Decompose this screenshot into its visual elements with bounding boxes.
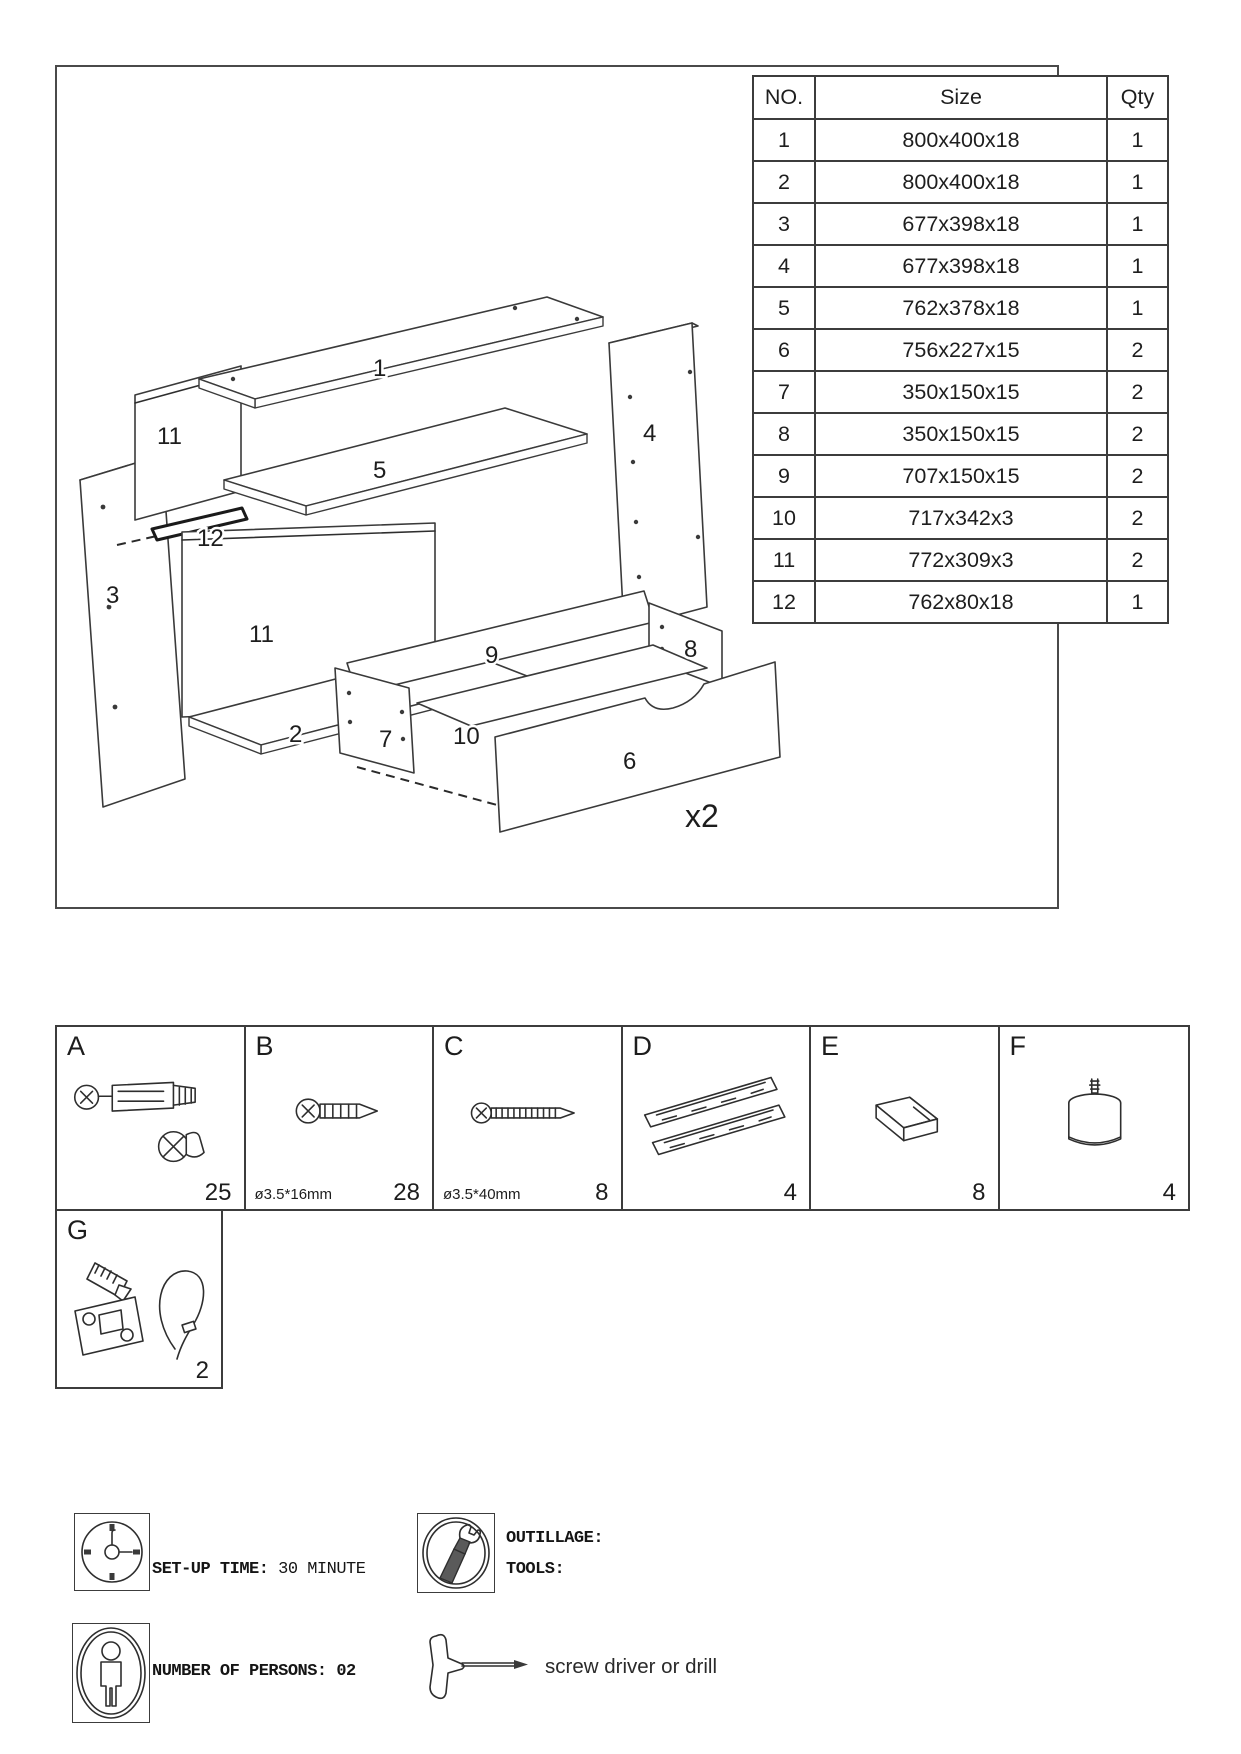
cell-no: 8 — [753, 413, 815, 455]
table-row — [753, 161, 1168, 203]
hardware-cell-g — [55, 1209, 223, 1389]
cell-size: 717x342x3 — [815, 497, 1107, 539]
cell-no: 2 — [753, 161, 815, 203]
part-label-1: 1 — [373, 355, 387, 382]
part-label-11-upper: 11 — [157, 423, 182, 450]
cell-size: 350x150x15 — [815, 413, 1107, 455]
screw-long-icon — [434, 1049, 621, 1179]
cell-size: 762x80x18 — [815, 581, 1107, 623]
corner-wedge-icon — [811, 1049, 998, 1179]
hardware-spec: ø3.5*16mm — [254, 1186, 333, 1203]
cell-qty: 2 — [1107, 371, 1168, 413]
tools-label-fr: OUTILLAGE: — [506, 1529, 604, 1548]
setup-time-text — [152, 1560, 365, 1579]
part-label-5: 5 — [373, 457, 387, 484]
shelf-panel-drawing — [224, 408, 587, 515]
table-row — [753, 203, 1168, 245]
hardware-cell-f — [1000, 1027, 1189, 1209]
table-row — [753, 245, 1168, 287]
hardware-letter: F — [1009, 1031, 1026, 1061]
person-icon — [73, 1624, 149, 1722]
cell-size: 350x150x15 — [815, 371, 1107, 413]
table-row — [753, 329, 1168, 371]
table-header-row — [753, 76, 1168, 119]
hardware-qty: 25 — [204, 1179, 232, 1206]
wall-anchor-kit-icon — [57, 1241, 221, 1366]
persons-label: NUMBER OF PERSONS: — [152, 1662, 327, 1681]
part-label-12: 12 — [197, 525, 224, 552]
right-side-panel-drawing — [609, 323, 707, 629]
cell-size: 677x398x18 — [815, 203, 1107, 245]
hardware-spec: ø3.5*40mm — [443, 1186, 521, 1203]
cell-qty: 2 — [1107, 539, 1168, 581]
cell-no: 7 — [753, 371, 815, 413]
top-panel-drawing — [199, 297, 603, 408]
table-row — [753, 455, 1168, 497]
setup-time-label: SET-UP TIME: — [152, 1560, 269, 1579]
hardware-grid — [55, 1025, 1190, 1211]
cell-no: 9 — [753, 455, 815, 497]
cell-size: 772x309x3 — [815, 539, 1107, 581]
hardware-cell-a — [57, 1027, 246, 1209]
table-row — [753, 539, 1168, 581]
screwdriver-handle-icon — [418, 1628, 538, 1706]
cell-qty: 2 — [1107, 329, 1168, 371]
cell-size: 800x400x18 — [815, 161, 1107, 203]
cam-bolt-and-cam-lock-icon — [57, 1049, 244, 1179]
hardware-qty: 2 — [195, 1357, 209, 1384]
parts-list-table — [752, 75, 1169, 624]
tools-box — [417, 1513, 495, 1593]
hardware-letter: G — [67, 1215, 89, 1245]
cell-size: 677x398x18 — [815, 245, 1107, 287]
hardware-cell-b — [246, 1027, 435, 1209]
table-row — [753, 581, 1168, 623]
hardware-qty: 28 — [393, 1179, 420, 1206]
drawer-slides-icon — [623, 1049, 810, 1179]
cell-no: 3 — [753, 203, 815, 245]
header-qty: Qty — [1107, 76, 1168, 119]
part-label-3: 3 — [106, 582, 120, 609]
tools-label-en: TOOLS: — [506, 1560, 565, 1579]
part-label-2: 2 — [289, 721, 303, 748]
header-no: NO. — [753, 76, 815, 119]
persons-text — [152, 1662, 356, 1681]
hardware-letter: D — [632, 1031, 652, 1061]
table-row — [753, 287, 1168, 329]
hardware-qty: 8 — [595, 1179, 609, 1206]
table-row — [753, 119, 1168, 161]
header-size: Size — [815, 76, 1107, 119]
part-label-7: 7 — [379, 726, 393, 753]
part-label-11-lower: 11 — [249, 621, 274, 648]
part-label-6: 6 — [623, 748, 637, 775]
tool-note-text: screw driver or drill — [545, 1655, 717, 1678]
table-row — [753, 413, 1168, 455]
hardware-letter: B — [255, 1031, 274, 1061]
cell-size: 707x150x15 — [815, 455, 1107, 497]
part-label-8: 8 — [684, 636, 698, 663]
adjustable-foot-icon — [1000, 1049, 1189, 1179]
cell-qty: 2 — [1107, 455, 1168, 497]
cell-no: 10 — [753, 497, 815, 539]
cell-qty: 2 — [1107, 497, 1168, 539]
tools-labels — [506, 1523, 603, 1585]
cell-size: 756x227x15 — [815, 329, 1107, 371]
cell-size: 762x378x18 — [815, 287, 1107, 329]
part-label-4: 4 — [643, 420, 657, 447]
hardware-qty: 4 — [783, 1179, 797, 1206]
cell-qty: 1 — [1107, 203, 1168, 245]
screw-short-icon — [246, 1049, 433, 1179]
cell-no: 1 — [753, 119, 815, 161]
table-row — [753, 497, 1168, 539]
tools-icon — [418, 1514, 494, 1592]
cell-no: 11 — [753, 539, 815, 581]
part-label-10: 10 — [453, 723, 480, 750]
hardware-letter: E — [821, 1031, 840, 1061]
hardware-cell-e — [811, 1027, 1000, 1209]
cell-qty: 1 — [1107, 119, 1168, 161]
cell-qty: 1 — [1107, 581, 1168, 623]
cell-qty: 2 — [1107, 413, 1168, 455]
hardware-letter: A — [67, 1031, 86, 1061]
cell-no: 12 — [753, 581, 815, 623]
clock-icon — [75, 1514, 149, 1590]
setup-time-value: 30 MINUTE — [278, 1560, 366, 1579]
cell-qty: 1 — [1107, 161, 1168, 203]
table-row — [753, 371, 1168, 413]
hardware-cell-d — [623, 1027, 812, 1209]
cell-size: 800x400x18 — [815, 119, 1107, 161]
hardware-qty: 8 — [972, 1179, 986, 1206]
hardware-letter: C — [444, 1031, 464, 1061]
cell-no: 4 — [753, 245, 815, 287]
persons-value: 02 — [336, 1662, 356, 1681]
cell-qty: 1 — [1107, 287, 1168, 329]
hardware-qty: 4 — [1162, 1179, 1176, 1206]
cell-qty: 1 — [1107, 245, 1168, 287]
persons-box — [72, 1623, 150, 1723]
cell-no: 6 — [753, 329, 815, 371]
cell-no: 5 — [753, 287, 815, 329]
setup-time-box — [74, 1513, 150, 1591]
hardware-cell-c — [434, 1027, 623, 1209]
part-label-9: 9 — [485, 642, 499, 669]
drawer-multiplier-label: x2 — [685, 798, 719, 834]
